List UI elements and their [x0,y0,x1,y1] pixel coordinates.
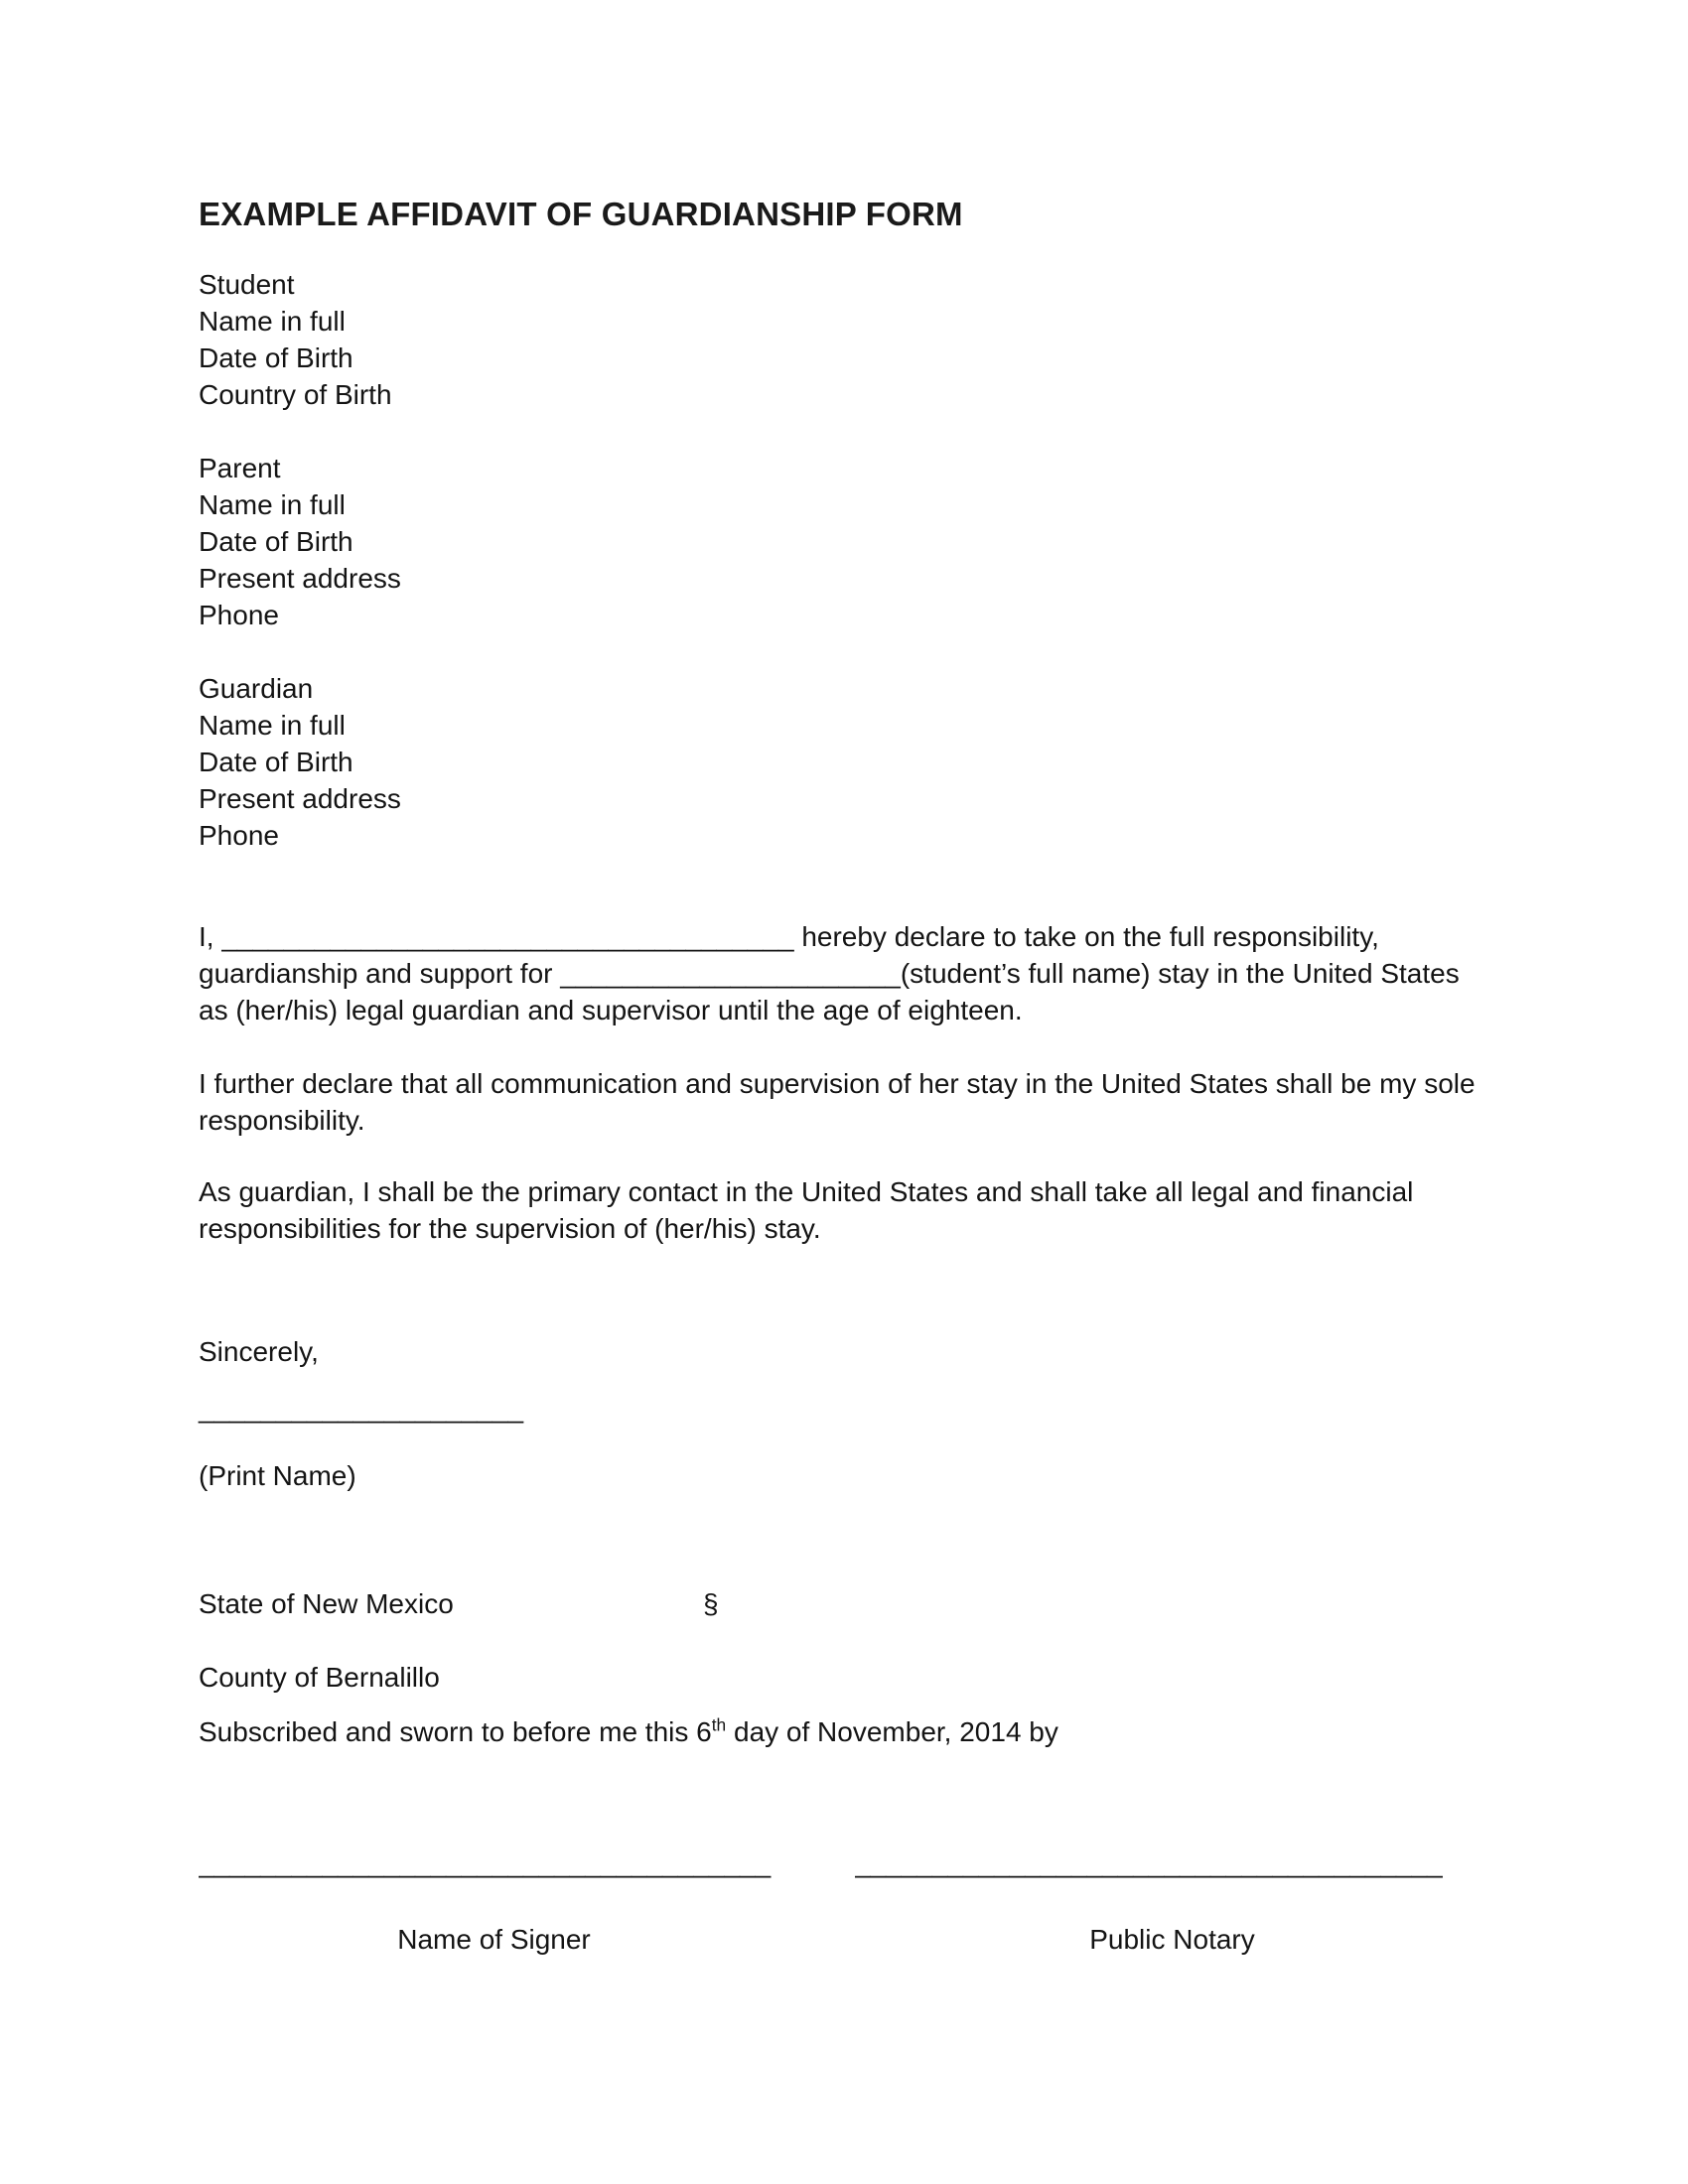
signer-label: Name of Signer [397,1924,591,1955]
guardian-field-dob: Date of Birth [199,747,353,777]
guardian-name-fill-blank[interactable]: _____________________________________ [221,921,794,952]
label-gap [789,1921,855,1958]
student-field-name: Name in full [199,306,346,337]
notary-county-line: County of Bernalillo [199,1662,440,1693]
declaration-line2-prefix: guardianship and support for [199,958,553,989]
sworn-day-superscript: th [711,1714,727,1735]
parent-field-address: Present address [199,563,401,594]
parent-field-dob: Date of Birth [199,526,353,557]
notary-state-line [199,1585,1489,1622]
student-section [199,266,1489,413]
sole-responsibility-line-2: responsibility. [199,1105,365,1136]
sworn-prefix: Subscribed and sworn to before me this 6 [199,1716,712,1747]
student-field-country: Country of Birth [199,379,392,410]
parent-field-name: Name in full [199,489,346,520]
parent-section [199,450,1489,633]
notary-signature-fill-blank[interactable]: ______________________________________ [855,1847,1443,1878]
notary-label: Public Notary [1089,1924,1255,1955]
declaration-line1-prefix: I, [199,921,214,952]
declaration-paragraph [199,918,1489,1028]
sworn-statement-line [199,1712,1489,1752]
state-text: State of New Mexico [199,1588,454,1619]
declaration-line-2 [199,955,1489,992]
student-name-fill-blank[interactable]: ______________________ [560,958,901,989]
student-heading: Student [199,269,295,300]
signature-lines-row [199,1844,1489,1881]
guardian-section [199,670,1489,854]
signature-gap [789,1844,855,1881]
page-content [199,0,1489,1958]
student-field-dob: Date of Birth [199,342,353,373]
document-title: EXAMPLE AFFIDAVIT OF GUARDIANSHIP FORM [199,196,963,232]
primary-contact-paragraph [199,1173,1489,1247]
signer-signature-fill-blank[interactable]: _____________________________________ [199,1847,772,1878]
signature-fill-blank[interactable]: _____________________ [199,1393,524,1424]
section-symbol: § [703,1588,719,1619]
declaration-line-3: as (her/his) legal guardian and supervisor until the age of eighteen. [199,995,1023,1025]
signature-labels-row [199,1921,1489,1958]
guardian-heading: Guardian [199,673,314,704]
guardian-field-name: Name in full [199,710,346,741]
sole-responsibility-paragraph [199,1065,1489,1139]
declaration-line2-suffix: (student’s full name) stay in the United States [900,958,1460,989]
declaration-line-1 [199,918,1489,955]
sole-responsibility-line-1: I further declare that all communication and supervision of her stay in the United States shall be my sole [199,1068,1476,1099]
salutation: Sincerely, [199,1336,319,1367]
primary-contact-line-2: responsibilities for the supervision of (her/his) stay. [199,1213,821,1244]
guardian-field-phone: Phone [199,820,279,851]
sworn-rest: day of November, 2014 by [726,1716,1058,1747]
parent-heading: Parent [199,453,281,483]
guardian-field-address: Present address [199,783,401,814]
primary-contact-line-1: As guardian, I shall be the primary contact in the United States and shall take all legal and financial [199,1176,1414,1207]
print-name-label: (Print Name) [199,1460,356,1491]
parent-field-phone: Phone [199,600,279,630]
declaration-line1-suffix: hereby declare to take on the full responsibility, [801,921,1379,952]
